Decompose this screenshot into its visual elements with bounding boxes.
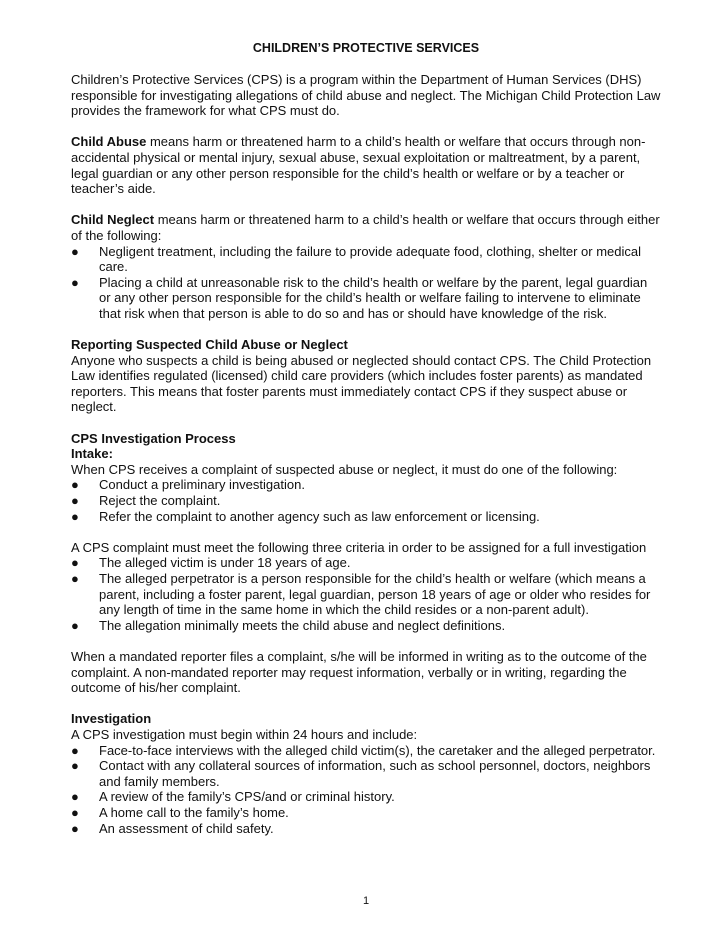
list-item <box>71 493 661 509</box>
list-item <box>71 805 661 821</box>
list-item-text: Negligent treatment, including the failure to provide adequate food, clothing, shelter or medical care. <box>99 243 641 275</box>
reporting-paragraph: Anyone who suspects a child is being abused or neglected should contact CPS. The Child Protection Law identifies regulated (licensed) child care providers (which includes foster parents) as mandated reporters. This means that foster parents must immediately contact CPS if they suspect abuse or neglect. <box>71 352 652 415</box>
reporting-heading-text: Reporting Suspected Child Abuse or Neglect <box>71 337 348 353</box>
page-number: 1 <box>362 895 370 907</box>
list-item-text: Face-to-face interviews with the alleged child victim(s), the caretaker and the alleged perpetrator. <box>99 742 656 758</box>
criteria-paragraph: A CPS complaint must meet the following three criteria in order to be assigned for a full investigation <box>71 539 647 555</box>
bullet-icon: ● <box>71 555 79 571</box>
list-item-text: Refer the complaint to another agency such as law enforcement or licensing. <box>99 508 540 524</box>
process-heading <box>71 431 661 447</box>
investigation-heading <box>71 711 661 727</box>
child-neglect-definition: means harm or threatened harm to a child’s health or welfare that occurs through either of the following: <box>71 212 660 243</box>
bullet-icon: ● <box>71 274 79 290</box>
child-abuse-term: Child Abuse <box>71 134 147 150</box>
list-item <box>71 555 661 571</box>
child-abuse-paragraph <box>71 134 661 196</box>
bullet-icon: ● <box>71 820 79 836</box>
neglect-list <box>71 244 661 322</box>
list-item <box>71 821 661 837</box>
intake-subheading <box>71 446 661 462</box>
list-item <box>71 244 661 275</box>
bullet-icon: ● <box>71 789 79 805</box>
bullet-icon: ● <box>71 571 79 586</box>
list-item-text: Contact with any collateral sources of information, such as school personnel, doctors, neighbors and family members. <box>99 758 651 789</box>
child-neglect-term: Child Neglect <box>71 212 155 228</box>
document-title: CHILDREN’S PROTECTIVE SERVICES <box>252 41 480 55</box>
bullet-icon: ● <box>71 758 79 774</box>
mandated-reporter-paragraph: When a mandated reporter files a complaint, s/he will be informed in writing as to the outcome of the complaint. A non-mandated reporter may request information, verbally or in writing, regarding the outcome of his/her complaint. <box>71 648 647 696</box>
reporting-heading <box>71 337 661 353</box>
bullet-icon: ● <box>71 617 79 633</box>
bullet-icon: ● <box>71 804 79 820</box>
list-item <box>71 477 661 493</box>
investigation-heading-text: Investigation <box>71 711 152 727</box>
list-item <box>71 743 661 759</box>
list-item-text: The alleged victim is under 18 years of age. <box>99 555 351 571</box>
list-item <box>71 571 661 618</box>
list-item-text: Reject the complaint. <box>99 493 221 509</box>
investigation-list <box>71 743 661 837</box>
child-neglect-paragraph <box>71 212 661 243</box>
child-abuse-definition: means harm or threatened harm to a child’s health or welfare that occurs through non-accidental physical or mental injury, sexual abuse, sexual exploitation or maltreatment, by a parent, legal guardian or any other person responsible for the child’s health or welfare or by a teacher or teacher’s aide. <box>71 134 646 197</box>
bullet-icon: ● <box>71 742 79 758</box>
list-item-text: The alleged perpetrator is a person responsible for the child’s health or welfare (which means a parent, including a foster parent, legal guardian, person 18 years of age or older who resides for any length of time in the same home in which the child resides or a non-parent adult). <box>99 571 651 618</box>
list-item <box>71 618 661 634</box>
list-item-text: Placing a child at unreasonable risk to the child’s health or welfare by the parent, legal guardian or any other person responsible for the child’s health or welfare failing to intervene to eliminate that risk when that person is able to do so and has or should have knowledge of the risk. <box>99 274 648 321</box>
list-item-text: A home call to the family’s home. <box>99 804 289 820</box>
bullet-icon: ● <box>71 508 79 524</box>
list-item <box>71 275 661 322</box>
list-item <box>71 789 661 805</box>
bullet-icon: ● <box>71 477 79 493</box>
intro-paragraph: Children’s Protective Services (CPS) is a program within the Department of Human Services (DHS) responsible for investigating allegations of child abuse and neglect. The Michigan Child Protection Law provides the framework for what CPS must do. <box>71 72 661 119</box>
list-item <box>71 758 661 789</box>
list-item-text: An assessment of child safety. <box>99 820 274 836</box>
list-item <box>71 509 661 525</box>
intake-paragraph: When CPS receives a complaint of suspected abuse or neglect, it must do one of the following: <box>71 461 618 477</box>
intake-subheading-text: Intake: <box>71 446 113 462</box>
investigation-paragraph: A CPS investigation must begin within 24 hours and include: <box>71 726 418 742</box>
list-item-text: A review of the family’s CPS/and or criminal history. <box>99 789 395 805</box>
intake-list <box>71 477 661 524</box>
process-heading-text: CPS Investigation Process <box>71 430 236 446</box>
list-item-text: Conduct a preliminary investigation. <box>99 477 305 493</box>
criteria-list <box>71 555 661 633</box>
bullet-icon: ● <box>71 243 79 259</box>
bullet-icon: ● <box>71 493 79 509</box>
list-item-text: The allegation minimally meets the child abuse and neglect definitions. <box>99 617 506 633</box>
document-body <box>71 72 661 836</box>
